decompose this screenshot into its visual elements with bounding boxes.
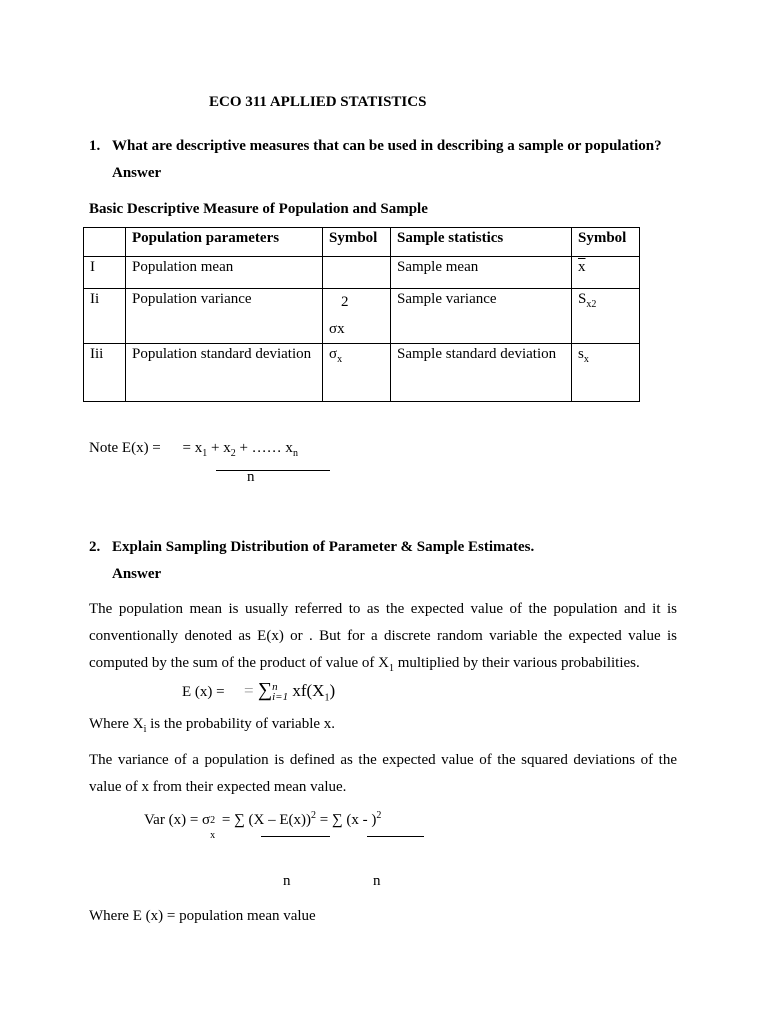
expectation-formula: [244, 679, 335, 703]
descriptive-measures-table: [83, 227, 640, 402]
variance-sup-3: 2: [376, 810, 382, 821]
sigma-symbol: σ: [329, 346, 338, 362]
page-title: ECO 311 APLLIED STATISTICS: [209, 94, 427, 110]
table-caption: Basic Descriptive Measure of Population and Sample: [89, 201, 428, 217]
sample-statistic: Sample mean: [391, 257, 572, 289]
sum-lower-limit: i=1: [272, 691, 289, 704]
row-index: I: [84, 257, 126, 289]
variance-denominator-2: n: [373, 873, 381, 889]
variance-sub: x: [210, 830, 216, 841]
note-formula: [89, 440, 298, 459]
variance-symbol: σx: [329, 321, 345, 337]
where-subscript: i: [143, 724, 147, 735]
note-label: Note E(x) =: [89, 440, 161, 456]
row-index: Iii: [84, 344, 126, 402]
paragraph-text-end: multiplied by their various probabilities.: [393, 655, 640, 671]
note-numerator: [182, 440, 298, 459]
sample-statistic: Sample variance: [391, 289, 572, 344]
population-symbol: [323, 344, 391, 402]
expectation-label: E (x) =: [182, 684, 225, 700]
numerator-plus: + x: [207, 440, 231, 456]
numerator-rest: + …… x: [235, 440, 293, 456]
equals-sign: =: [244, 681, 254, 700]
fraction-bar: [367, 836, 424, 837]
variance-denominator-1: n: [283, 873, 291, 889]
where-statement-2: Where E (x) = population mean value: [89, 908, 316, 924]
population-symbol: [323, 257, 391, 289]
sample-symbol: [572, 289, 640, 344]
sum-upper-limit: n: [272, 681, 278, 694]
paragraph-expected-value: [89, 596, 677, 682]
variance-formula: [144, 810, 382, 841]
question-1-text: What are descriptive measures that can be used in describing a sample or population?: [112, 138, 662, 154]
paragraph-text: The population mean is usually referred to as the expected value of the population and it is conventionally denoted as E(x) or . But for a discrete random variable the expected value is computed by the sum of the product of value of X: [89, 601, 677, 671]
where-text-end: is the probability of variable x.: [146, 716, 336, 732]
sample-variance-subscript: x2: [586, 299, 597, 310]
question-2-number: 2.: [89, 539, 101, 555]
paragraph-subscript: 1: [388, 663, 394, 674]
variance-superscript: 2: [341, 294, 349, 310]
population-parameter: Population standard deviation: [126, 344, 323, 402]
header-cell: Symbol: [323, 228, 391, 257]
answer-1-label: Answer: [112, 165, 162, 181]
note-denominator: n: [247, 469, 255, 485]
sub-1: 1: [202, 448, 208, 459]
variance-text-c: = ∑ (x - ): [316, 812, 377, 828]
x-bar-symbol: $\overline{x}$: [578, 259, 586, 275]
fraction-bar: [216, 470, 330, 471]
population-parameter: Population mean: [126, 257, 323, 289]
fraction-bar: [261, 836, 330, 837]
sum-symbol: ∑: [257, 679, 273, 701]
table-row: [84, 289, 640, 344]
header-cell: Population parameters: [126, 228, 323, 257]
population-parameter: Population variance: [126, 289, 323, 344]
table-row: [84, 257, 640, 289]
sample-symbol: [572, 257, 640, 289]
numerator-start: = x: [182, 440, 203, 456]
population-symbol: [323, 289, 391, 344]
sample-variance-symbol: S: [578, 291, 587, 307]
table-header-row: [84, 228, 640, 257]
formula-body: xf(X: [288, 681, 325, 700]
variance-text-a: Var (x) = σ: [144, 812, 211, 828]
sample-statistic: Sample standard deviation: [391, 344, 572, 402]
s-symbol: s: [578, 346, 584, 362]
sub-n: n: [292, 448, 298, 459]
s-subscript: x: [583, 354, 589, 365]
variance-text-b: = ∑ (X – E(x)): [218, 812, 311, 828]
header-cell: Symbol: [572, 228, 640, 257]
variance-sup-2: 2: [311, 810, 316, 821]
sigma-subscript: x: [337, 354, 343, 365]
formula-subscript: 1: [324, 692, 330, 704]
answer-2-label: Answer: [112, 566, 162, 582]
where-text: Where X: [89, 716, 144, 732]
formula-close: ): [329, 681, 336, 700]
variance-sup-1: 2: [210, 815, 216, 826]
paragraph-variance: The variance of a population is defined as the expected value of the squared deviations of the value of x from their expected mean value.: [89, 752, 677, 795]
sub-2: 2: [230, 448, 236, 459]
row-index: Ii: [84, 289, 126, 344]
header-cell: Sample statistics: [391, 228, 572, 257]
header-cell: [84, 228, 126, 257]
question-2-text: Explain Sampling Distribution of Parameter & Sample Estimates.: [112, 539, 535, 555]
where-statement-1: [89, 716, 335, 735]
question-1-number: 1.: [89, 138, 101, 154]
sample-symbol: [572, 344, 640, 402]
table-row: [84, 344, 640, 402]
